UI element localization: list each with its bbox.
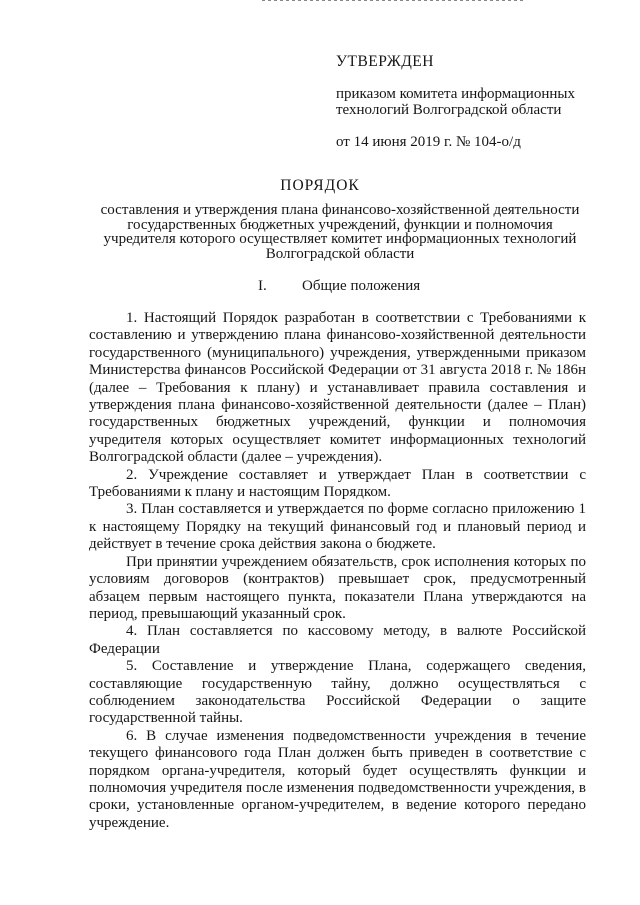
approval-heading: УТВЕРЖДЕН [336, 53, 434, 70]
approval-stamp [336, 54, 626, 150]
approval-organization [336, 86, 626, 118]
paragraph-3: 3. План составляется и утверждается по форме согласно приложению 1 к настоящему Порядку на текущий финансовый год и плановый период и действует в течение срока действия закона о бюджете. [89, 501, 586, 553]
section-number: I. [258, 278, 267, 294]
paragraph-2: 2. Учреждение составляет и утверждает План в соответствии с Требованиями к плану и настоящим Порядком. [89, 466, 586, 501]
section-title: Общие положения [302, 278, 421, 294]
paragraph-1: 1. Настоящий Порядок разработан в соответствии с Требованиями к составлению и утверждению плана финансово-хозяйственной деятельности государственного (муниципального) учреждения, утвержденными приказом Министерства финансов Российской Федерации от 31 августа 2018 г. № 186н (далее – Требования к плану) и устанавливает правила составления и утверждения плана финансово-хозяйственной деятельности (далее – План) государственных бюджетных учреждений, функции и полномочия учредителя которых осуществляет комитет информационных технологий Волгоградской области (далее – учреждения). [89, 310, 586, 466]
document-subtitle: составления и утверждения плана финансово-хозяйственной деятельности государственных бюджетных учреждений, функции и полномочия учредителя которого осуществляет комитет информационных технологий Волгоградской области [100, 202, 580, 262]
paragraph-4: 4. План составляется по кассовому методу, в валюте Российской Федерации [89, 623, 586, 657]
document-title: ПОРЯДОК [280, 177, 360, 194]
approval-org-line-2: технологий Волгоградской области [336, 102, 562, 118]
paragraph-6: 6. В случае изменения подведомственности учреждения в течение текущего финансового года План должен быть приведен в соответствие с порядком органа-учредителя, который будет осуществлять функции и полномочия учредителя после изменения подведомственности учреждения, в сроки, установленные органом-учредителем, в ведение которого передано учреждение. [89, 727, 586, 831]
scan-edge-line [262, 0, 524, 1]
paragraph-5: 5. Составление и утверждение Плана, содержащего сведения, составляющие государственную тайну, должно осуществляться с соблюдением законодательства Российской Федерации о защите государственной тайны. [89, 658, 586, 727]
section-heading [258, 278, 420, 295]
document-body [89, 310, 586, 832]
paragraph-3-continued: При принятии учреждением обязательств, срок исполнения которых по условиям договоров (контрактов) превышает срок, предусмотренный абзацем первым настоящего пункта, показатели Плана утверждаются на период, превышающий указанный срок. [89, 553, 586, 622]
approval-order-line: от 14 июня 2019 г. № 104-о/д [336, 134, 521, 150]
approval-org-line-1: приказом комитета информационных [336, 86, 575, 102]
